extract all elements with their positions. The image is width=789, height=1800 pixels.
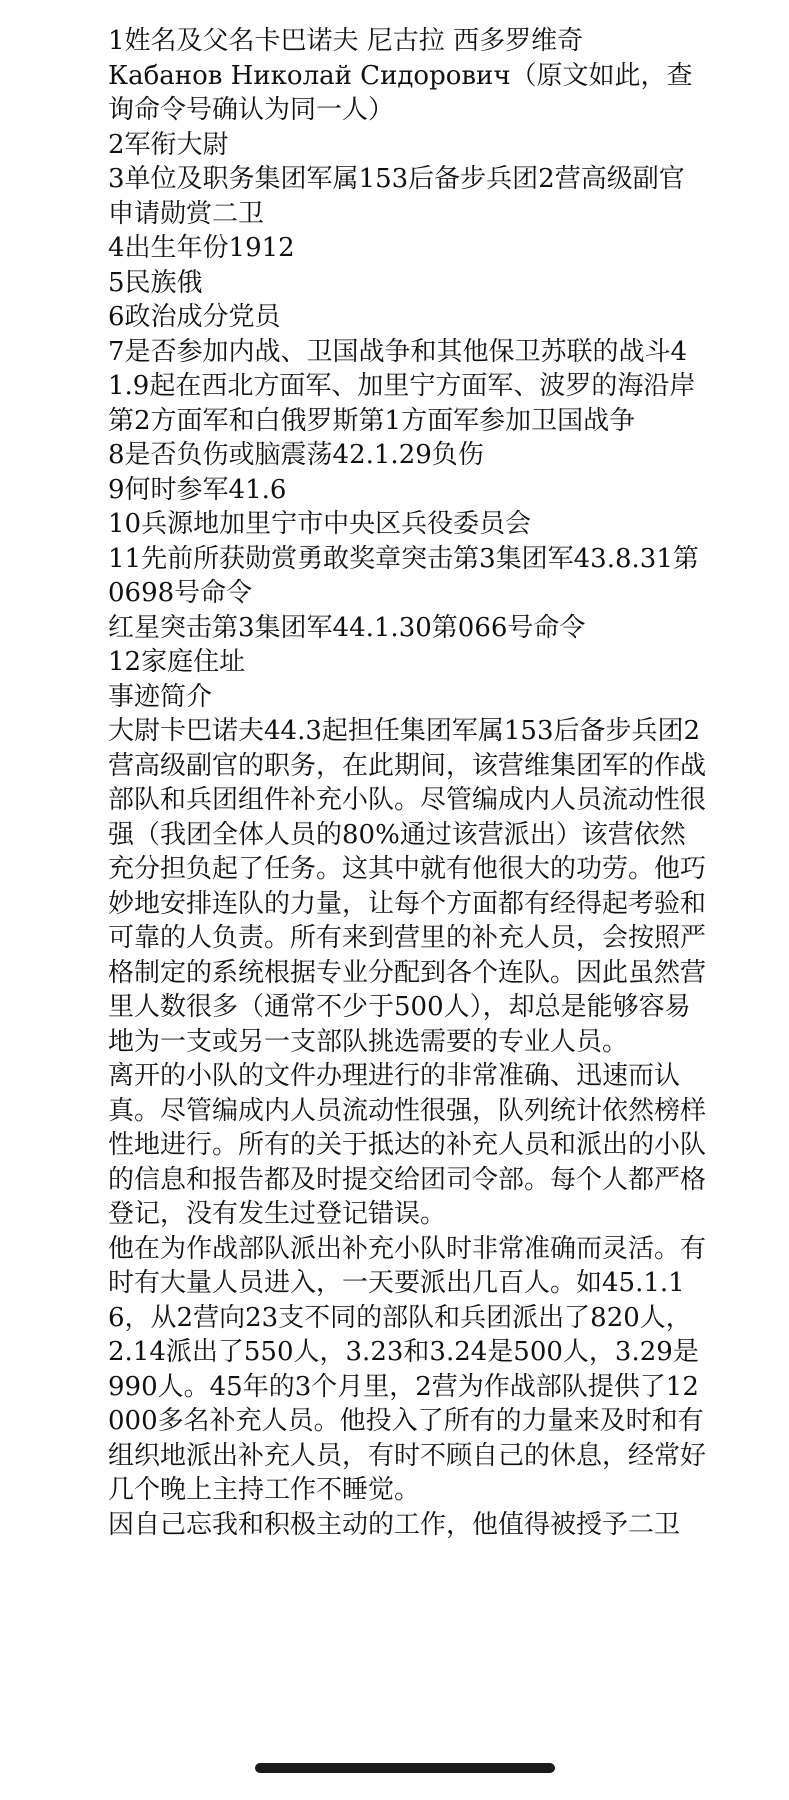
field-prior-awards: 11先前所获勋赏勇敢奖章突击第3集团军43.8.31第0698号命令 (108, 543, 699, 608)
field-enlistment: 9何时参军41.6 (108, 474, 287, 505)
field-rank: 2军衔大尉 (108, 129, 229, 160)
field-name: 1姓名及父名卡巴诺夫 尼古拉 西多罗维奇 (108, 26, 584, 56)
field-home-address: 12家庭住址 (108, 647, 246, 677)
deeds-paragraph: 他在为作战部队派出补充小队时非常准确而灵活。有时有大量人员进入，一天要派出几百人。如45.1.16，从2营向23支不同的部队和兵团派出了820人，2.14派出了550人，3.23和3.24是500人，3.29是990人。45年的3个月里，2营为作战部队提供了12000多名补充人员。他投入了所有的力量来及时和有组织地派出补充人员，有时不顾自己的休息，经常好几个晚上主持工作不睡觉。 (108, 1233, 707, 1505)
field-award-requested: 申请勋赏二卫 (108, 198, 265, 229)
field-wounds: 8是否负伤或脑震荡42.1.29负伤 (108, 440, 484, 470)
home-indicator[interactable] (255, 1763, 555, 1773)
deeds-paragraph: 大尉卡巴诺夫44.3起担任集团军属153后备步兵团2营高级副官的职务，在此期间，该营维集团军的作战部队和兵团组件补充小队。尽管编成内人员流动性很强（我团全体人员的80%通过该营派出）该营依然充分担负起了任务。这其中就有他很大的功劳。他巧妙地安排连队的力量，让每个方面都有经得起考验和可靠的人负责。所有来到营里的补充人员，会按照严格制定的系统根据专业分配到各个连队。因此虽然营里人数很多（通常不少于500人），却总是能够容易地为一支或另一支部队挑选需要的专业人员。 (108, 716, 707, 1057)
field-ethnicity: 5民族俄 (108, 267, 203, 298)
field-draft-office: 10兵源地加里宁市中央区兵役委员会 (108, 509, 532, 539)
deeds-conclusion: 因自己忘我和积极主动的工作，他值得被授予二卫 (108, 1509, 681, 1540)
document-text (108, 24, 708, 1542)
field-name-russian: Кабанов Николай Сидорович（原文如此，查询命令号确认为同一人） (108, 60, 693, 125)
field-unit-position: 3单位及职务集团军属153后备步兵团2营高级副官 (108, 164, 685, 194)
section-heading-deeds: 事迹简介 (108, 681, 213, 712)
field-combat-service: 7是否参加内战、卫国战争和其他保卫苏联的战斗41.9起在西北方面军、加里宁方面军、波罗的海沿岸第2方面军和白俄罗斯第1方面军参加卫国战争 (108, 336, 696, 436)
field-birth-year: 4出生年份1912 (108, 233, 295, 263)
field-prior-awards-2: 红星突击第3集团军44.1.30第066号命令 (108, 612, 586, 643)
deeds-paragraph: 离开的小队的文件办理进行的非常准确、迅速而认真。尽管编成内人员流动性很强，队列统计依然榜样性地进行。所有的关于抵达的补充人员和派出的小队的信息和报告都及时提交给团司令部。每个人都严格登记，没有发生过登记错误。 (108, 1061, 707, 1229)
field-party-status: 6政治成分党员 (108, 302, 281, 332)
